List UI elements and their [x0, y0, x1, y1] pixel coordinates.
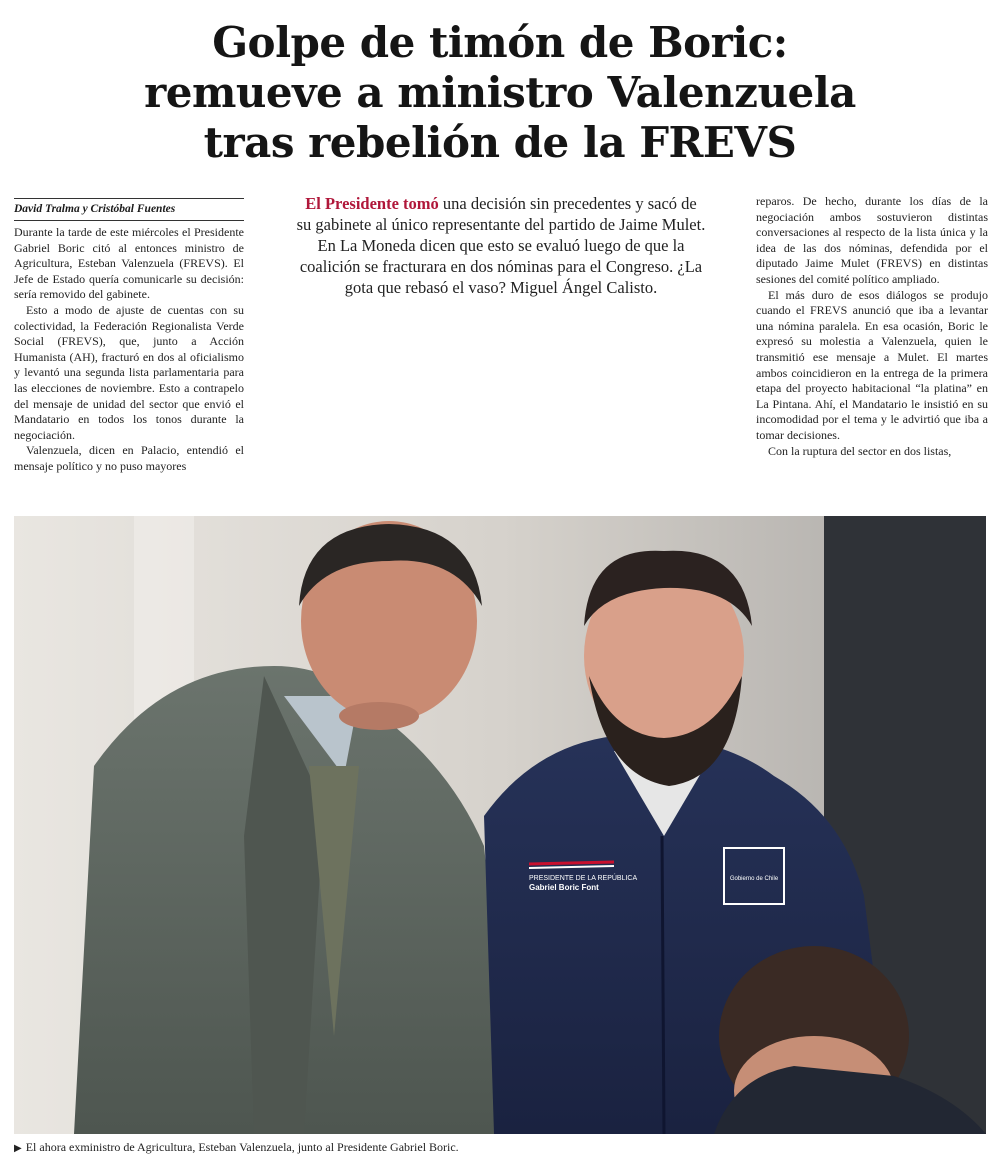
jacket-text-line-1: PRESIDENTE DE LA REPÚBLICA — [529, 875, 638, 882]
lede-text: una decisión sin precedentes y sacó de su gabinete al único representante del partido de Jaime Mulet. En La Moneda dicen que esto se evaluó luego de que la coalición se fracturara en dos nóminas para el Congreso. ¿La gota que rebasó el vaso? Miguel Ángel Calisto. — [296, 194, 706, 297]
news-photo — [14, 516, 986, 1134]
headline-line-3: tras rebelión de la FREVS — [203, 118, 797, 167]
jacket-badge-text: Gobierno de Chile — [729, 876, 779, 882]
left-paragraph-3: Valenzuela, dicen en Palacio, entendió el mensaje político y no puso mayores — [14, 443, 244, 473]
headline-line-2: remueve a ministro Valenzuela — [144, 68, 856, 117]
left-column — [14, 225, 244, 475]
caption-text: El ahora exministro de Agricultura, Esteban Valenzuela, junto al Presidente Gabriel Boric. — [25, 1140, 459, 1154]
right-column — [756, 194, 988, 459]
caption-marker-icon: ▶ — [14, 1143, 22, 1154]
right-paragraph-1: reparos. De hecho, durante los días de la negociación ambos sostuvieron distintas conversaciones al respecto de la lista única y la idea de las dos nóminas, defendida por el diputado Jaime Mulet (FREVS) en distintas sesiones del comité político ampliado. — [756, 194, 988, 286]
lede — [296, 193, 706, 298]
lede-highlight: El Presidente tomó — [305, 194, 439, 213]
byline: David Tralma y Cristóbal Fuentes — [14, 198, 244, 221]
headline-line-1: Golpe de timón de Boric: — [212, 18, 788, 67]
headline — [60, 18, 940, 168]
right-paragraph-2: El más duro de esos diálogos se produjo cuando el FREVS anunció que iba a levantar una nómina paralela. En esa ocasión, Boric le expresó su molestia a Valenzuela, quien le transmitió ese mensaje a Mulet. El martes ambos coincidieron en la entrega de la primera etapa del proyecto habitacional “la platina” en La Pintana. Ahí, el Mandatario le insistió en su incomodidad por el tema y le advirtió que iba a tomar decisiones. — [756, 287, 988, 442]
left-paragraph-2: Esto a modo de ajuste de cuentas con su colectividad, la Federación Regionalista Verde Social (FREVS), que, junto a Acción Humanista (AH), fracturó en dos al oficialismo y levantó una segunda lista parlamentaria para las elecciones de noviembre. Esto a contrapelo del mensaje de unidad del sector que envió el Mandatario en todos los tonos durante la negociación. — [14, 302, 244, 442]
jacket-text-line-2: Gabriel Boric Font — [529, 883, 599, 892]
right-paragraph-3: Con la ruptura del sector en dos listas, — [768, 443, 952, 458]
photo-caption — [14, 1139, 986, 1157]
left-paragraph-1: Durante la tarde de este miércoles el Presidente Gabriel Boric citó al entonces ministro de Agricultura, Esteban Valenzuela (FREVS). El Jefe de Estado quería comunicarle su decisión: sería removido del gabinete. — [14, 225, 244, 302]
